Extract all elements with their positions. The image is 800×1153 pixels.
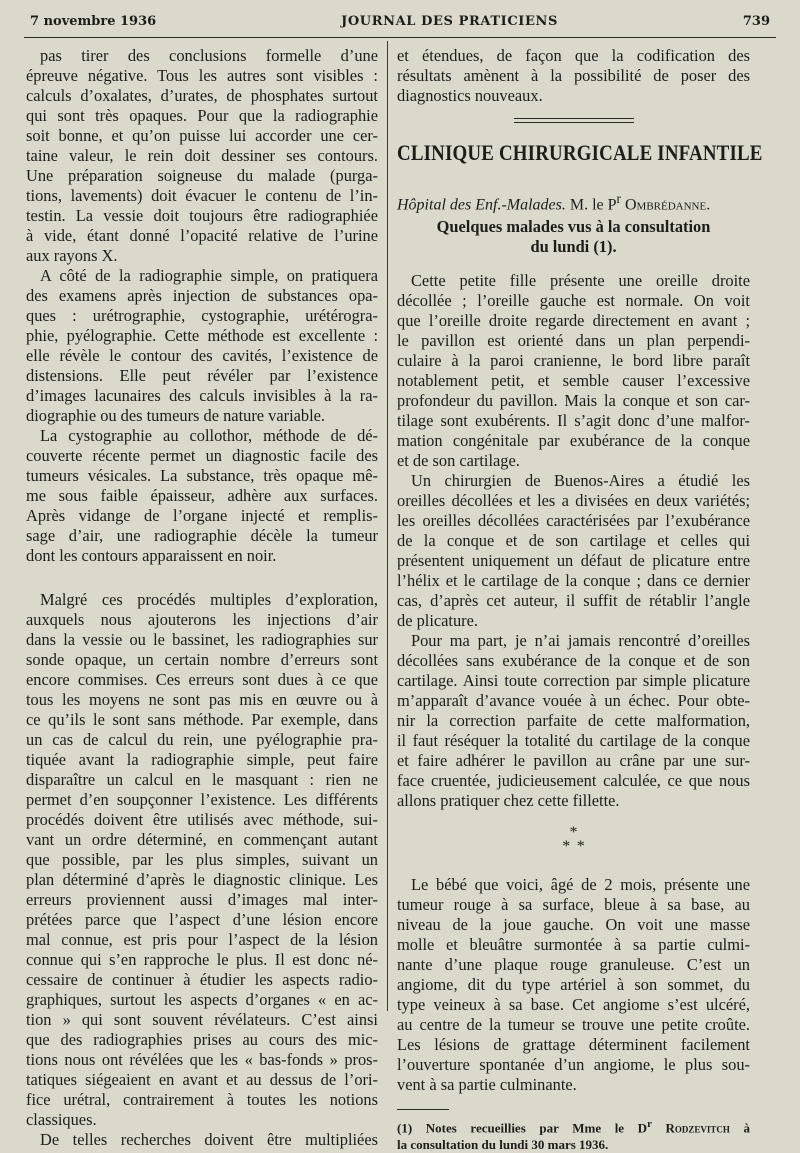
text-line: tumeurs vésicales. La substance, très opaque mê- xyxy=(26,466,378,485)
text-line: au centre de la tumeur se trouve une petite croûte. xyxy=(397,1015,750,1035)
text-line: graphiques, surtout les aspects d’organes « en ac- xyxy=(26,990,378,1009)
text-line: Malgré ces procédés multiples d’exploration, xyxy=(40,590,378,609)
text-line: procédés doivent être utilisés avec méthode, sui- xyxy=(26,810,378,829)
paragraph xyxy=(397,631,750,811)
text-line: couverte récente permet un diagnostic facile des xyxy=(26,446,378,465)
subtitle-line: du lundi (1). xyxy=(530,237,617,257)
text-line: tatiques siégeaient en avant et au dessus de l’ori- xyxy=(26,1070,378,1089)
article-subtitle xyxy=(397,217,750,257)
text-line: testin. La vessie doit toujours être radiographiée xyxy=(26,206,378,225)
footnote-text: (1) Notes recueillies par Mme le D xyxy=(397,1120,648,1136)
text-line: présentent uniquement un défaut de plicature entre xyxy=(397,551,750,571)
text-line: erreurs proviennent aussi d’images mal inter- xyxy=(26,890,378,909)
author-prefix-superscript: r xyxy=(616,191,621,206)
section-separator-thin xyxy=(514,122,634,123)
left-column-body xyxy=(26,46,378,1150)
text-line: encore commises. Ces erreurs sont dues à ce que xyxy=(26,670,378,689)
text-line: phie, pyélographie. Cette méthode est excellente : xyxy=(26,326,378,345)
text-line: nante d’une plaque rouge granuleuse. C’est un xyxy=(397,955,750,975)
text-line: me sous faible épaisseur, adhère aux surfaces. xyxy=(26,486,378,505)
text-line: de plicature. xyxy=(397,611,479,631)
paragraph xyxy=(26,46,378,266)
text-line: d’images lacunaires des calculs invisibles à la ra- xyxy=(26,386,378,405)
asterism-star: * xyxy=(576,838,585,856)
hospital-name: Hôpital des Enf.-Malades. xyxy=(397,196,566,214)
text-line: profondeur du pavillon. Mais la conque et son car- xyxy=(397,391,750,411)
text-line: type veineux à sa base. Cet angiome s’est ulcéré, xyxy=(397,995,750,1015)
text-line: de la conque et de son cartilage et celles qui xyxy=(397,531,750,551)
text-line: sage d’air, une radiographie décèle la tumeur xyxy=(26,526,378,545)
text-line: mal connue, est pris pour l’aspect de la lésion xyxy=(26,930,378,949)
footnote-line: la consultation du lundi 30 mars 1936. xyxy=(397,1136,609,1152)
text-line: ce qu’ils le sont sans méthode. Par exemple, dans xyxy=(26,710,378,729)
text-line: tiquée avant la radiographie simple, peut faire xyxy=(26,750,378,769)
text-line: Après vidange de l’organe injecté et remplis- xyxy=(26,506,378,525)
text-line: Pour ma part, je n’ai jamais rencontré d’oreilles xyxy=(411,631,750,651)
text-line: pas tirer des conclusions formelle d’une xyxy=(40,46,378,65)
paragraph-gap xyxy=(26,566,378,590)
right-column-body xyxy=(397,271,750,811)
header-rule xyxy=(24,37,776,38)
continuation-paragraph xyxy=(397,46,750,106)
column-divider xyxy=(387,41,388,1011)
text-line: décollées sans exubérance de la conque et de son xyxy=(397,651,750,671)
text-line: face cruentée, judicieusement calculée, ce que nous xyxy=(397,771,750,791)
paragraph xyxy=(397,875,750,1095)
text-line: classiques. xyxy=(26,1110,97,1129)
text-line: permet d’en soupçonner l’existence. Les différents xyxy=(26,790,378,809)
paragraph xyxy=(26,266,378,426)
text-line: diagnostics nouveaux. xyxy=(397,86,543,105)
subtitle-line: Quelques malades vus à la consultation xyxy=(436,217,711,237)
text-line: allons pratiquer chez cette fillette. xyxy=(397,791,620,811)
hospital-line xyxy=(397,189,750,215)
section-separator xyxy=(514,118,634,119)
text-line: les oreilles décollées caractérisées par l’exubérance xyxy=(397,511,750,531)
text-line: épreuve négative. Tous les autres sont visibles : xyxy=(26,66,378,85)
text-line: calculs d’oxalates, d’urates, de phosphates surtout xyxy=(26,86,378,105)
text-line: tumeur rouge à sa surface, bleue à sa base, au xyxy=(397,895,750,915)
text-line: De telles recherches doivent être multipliées xyxy=(40,1130,378,1149)
text-line: culaire à la paroi cranienne, le bord libre paraît xyxy=(397,351,750,371)
text-line: que l’oreille droite regarde directement en avant ; xyxy=(397,311,750,331)
text-line: A côté de la radiographie simple, on pratiquera xyxy=(40,266,378,285)
text-line: dans la vessie ou le bassinet, les radiographies sur xyxy=(26,630,378,649)
text-line: tions, lavements) doit évacuer le contenu de l’in- xyxy=(26,186,378,205)
paragraph xyxy=(26,590,378,1130)
journal-title: JOURNAL DES PRATICIENS xyxy=(341,14,558,29)
text-line: cas, d’après cet auteur, il suffit de rétablir l’angle xyxy=(397,591,750,611)
footnote xyxy=(397,1116,750,1152)
text-line: l’ouverture spontanée d’un angiome, le plus sou- xyxy=(397,1055,750,1075)
text-line: Une préparation soigneuse du malade (purga- xyxy=(26,166,378,185)
text-line: décollée ; l’oreille gauche est normale. On voit xyxy=(397,291,750,311)
text-line: connue qui s’en rapproche le plus. Il est donc né- xyxy=(26,950,378,969)
text-line: vent à sa partie culminante. xyxy=(397,1075,577,1095)
text-line: des examens après injection de substances opa- xyxy=(26,286,378,305)
text-line: Le bébé que voici, âgé de 2 mois, présente une xyxy=(411,875,750,895)
text-line: aux rayons X. xyxy=(26,246,118,265)
footnote-name: Rodzevitch xyxy=(665,1120,730,1136)
text-line: La cystographie au collothor, méthode de dé- xyxy=(40,426,378,445)
asterism-star: * xyxy=(562,838,571,856)
author-name: Ombrédanne. xyxy=(625,196,711,214)
text-line: distensions. Elle peut révéler par l’existence xyxy=(26,366,378,385)
text-line: fice urétral, contrairement à toutes les notions xyxy=(26,1090,378,1109)
issue-date: 7 novembre 1936 xyxy=(30,14,157,29)
text-line: cartilage. Ainsi toute correction par simple plicature xyxy=(397,671,750,691)
text-line: tous les moyens ne sont pas mis en œuvre ou à xyxy=(26,690,378,709)
text-line: niveau de la joue gauche. On voit une masse xyxy=(397,915,750,935)
text-line: tion » qui sont souvent révélateurs. C’est ainsi xyxy=(26,1010,378,1029)
text-line: à vide, étant donné l’opacité relative de l’urine xyxy=(26,226,378,245)
author-prefix: M. le P xyxy=(569,196,617,214)
text-line: un cas de calcul du rein, une pyélographie pra- xyxy=(26,730,378,749)
text-line: notablement petit, et semble causer l’excessive xyxy=(397,371,750,391)
text-line: angiome, dit du type artériel à son sommet, du xyxy=(397,975,750,995)
text-line: dont les contours apparaissent en noir. xyxy=(26,546,277,565)
text-line: il faut réséquer la totalité du cartilage de la conque xyxy=(397,731,750,751)
text-line: et étendues, de façon que la codification des xyxy=(397,46,750,65)
paragraph xyxy=(26,426,378,566)
text-line: prétées parce que l’aspect d’une lésion encore xyxy=(26,910,378,929)
text-line: résultats amènent à la possibilité de poser des xyxy=(397,66,750,85)
page-number: 739 xyxy=(742,14,770,29)
text-line: soit bonne, et qu’on puisse lui accorder une cer- xyxy=(26,126,378,145)
text-line: l’hélix et le cartilage de la conque ; dans ce dernier xyxy=(397,571,750,591)
running-header xyxy=(30,14,770,34)
text-line: nir la correction parfaite de cette malformation, xyxy=(397,711,750,731)
text-line: disparaître un calcul en le masquant : rien ne xyxy=(26,770,378,789)
right-column-body-continued xyxy=(397,875,750,1095)
text-line: elle révèle le contour des cavités, l’existence de xyxy=(26,346,378,365)
text-line: mation congénitale par exubérance de la conque xyxy=(397,431,750,451)
paragraph xyxy=(26,1130,378,1150)
text-line: que des radiographies prises au cours des mic- xyxy=(26,1030,378,1049)
asterism-divider xyxy=(397,823,750,863)
left-column xyxy=(26,46,378,1150)
text-line: Les lésions de grattage déterminent facilement xyxy=(397,1035,750,1055)
text-line: Cette petite fille présente une oreille droite xyxy=(411,271,750,291)
text-line: cessaire de continuer à étudier les aspects radio- xyxy=(26,970,378,989)
text-line: molle et bleuâtre surmontée à sa partie culmi- xyxy=(397,935,750,955)
text-line: tions nous ont révélées que les « bas-fonds » pros- xyxy=(26,1050,378,1069)
section-title: CLINIQUE CHIRURGICALE INFANTILE xyxy=(397,140,763,165)
text-line: que possible, par les plus simples, suivant un xyxy=(26,850,378,869)
text-line: Un chirurgien de Buenos-Aires a étudié les xyxy=(411,471,750,491)
asterism-star: * xyxy=(569,824,578,842)
text-line: tilage sont exubérents. Il s’agit donc d’une malfor- xyxy=(397,411,750,431)
paragraph xyxy=(397,471,750,631)
text-line: qui sont très opaques. Pour que la radiographie xyxy=(26,106,378,125)
text-line: taine valeur, le rein doit dessiner ses contours. xyxy=(26,146,378,165)
text-line: diographie ou des tumeurs de nature variable. xyxy=(26,406,326,425)
text-line: vant un ordre déterminé, en commençant autant xyxy=(26,830,378,849)
text-line: le pavillon est orienté dans un plan perpendi- xyxy=(397,331,750,351)
text-line: oreilles décollées et les a divisées en deux variétés; xyxy=(397,491,750,511)
right-column xyxy=(397,46,763,1153)
text-line: sonde opaque, un certain nombre d’erreurs sont xyxy=(26,650,378,669)
text-line: ques : urétrographie, cystographie, urétérogra- xyxy=(26,306,378,325)
footnote-text: à xyxy=(729,1120,751,1136)
footnote-line xyxy=(397,1116,750,1136)
text-line: et de son cartilage. xyxy=(397,451,520,471)
paragraph xyxy=(397,271,750,471)
footnote-rule xyxy=(397,1109,449,1110)
footnote-superscript: r xyxy=(647,1118,652,1131)
text-line: et faire adhérer le pavillon au crâne par une sur- xyxy=(397,751,750,771)
text-line: auxquels nous ajouterons les injections d’air xyxy=(26,610,378,629)
text-line: plan déterminé d’après le diagnostic clinique. Les xyxy=(26,870,378,889)
text-line: m’apparaît d’avance vouée à un échec. Pour obte- xyxy=(397,691,750,711)
